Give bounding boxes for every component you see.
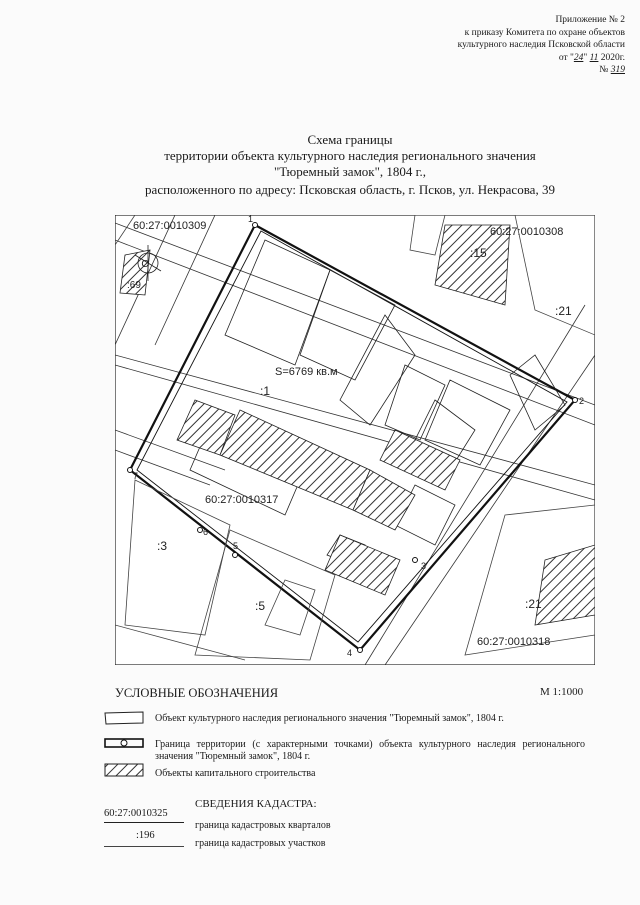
map-scale: М 1:1000: [540, 686, 584, 698]
annex-block: [410, 14, 625, 77]
label-p1: :1: [260, 384, 271, 398]
cadastre-parcel-line: [104, 846, 184, 847]
cadastre-quarter-line: [104, 822, 184, 823]
title-line3: "Тюремный замок", 1804 г.,: [273, 164, 427, 179]
document-title: [100, 132, 600, 198]
label-p21b: :21: [525, 597, 542, 611]
label-p3: :3: [157, 539, 168, 553]
label-north: С: [141, 259, 149, 270]
cadastre-heading: СВЕДЕНИЯ КАДАСТРА:: [195, 798, 317, 810]
label-pt3: 3: [421, 561, 427, 571]
cadastre-parcel-sample: :196: [136, 830, 155, 841]
legend-boundary-point-icon: [121, 740, 127, 746]
title-line1: Схема границы: [307, 132, 393, 147]
cadastre-quarter-sample: 60:27:0010325: [104, 808, 168, 819]
annex-line3: культурного наследия Псковской области: [457, 40, 625, 50]
boundary-point-6: [198, 528, 203, 533]
label-pt4: 4: [347, 648, 353, 658]
boundary-point-4: [358, 648, 363, 653]
boundary-point-1: [253, 223, 258, 228]
label-p69: :69: [127, 280, 141, 291]
label-q317: 60:27:0010317: [205, 494, 279, 506]
label-pt5: 5: [233, 541, 239, 551]
label-area: S=6769 кв.м: [275, 366, 338, 378]
annex-date-month: 11: [589, 52, 599, 63]
cadastre-parcel-text: граница кадастровых участков: [195, 838, 326, 849]
label-p15: :15: [470, 246, 487, 260]
legend-item-construction: Объекты капитального строительства: [155, 768, 316, 779]
annex-date-day: 24: [573, 52, 584, 63]
legend-item-heritage: Объект культурного наследия регионального значения "Тюремный замок", 1804 г.: [155, 713, 504, 724]
label-q308: 60:27:0010308: [490, 226, 564, 238]
boundary-point-5: [233, 553, 238, 558]
legend-item-boundary: Граница территории (с характерными точками) объекта культурного наследия регионального значения "Тюремный замок", 1804 г.: [155, 739, 585, 762]
title-line4: расположенного по адресу: Псковская область, г. Псков, ул. Некрасова, 39: [145, 182, 555, 197]
legend-heading: УСЛОВНЫЕ ОБОЗНАЧЕНИЯ: [115, 686, 279, 700]
boundary-point-2: [573, 398, 578, 403]
label-p5: :5: [255, 599, 266, 613]
title-line2: территории объекта культурного наследия регионального значения: [164, 148, 536, 163]
legend-symbols: [103, 709, 145, 779]
label-pt1: 1: [248, 215, 254, 224]
label-q309: 60:27:0010309: [133, 220, 207, 232]
label-pt6: 6: [203, 527, 209, 537]
label-pt7: 7: [133, 471, 139, 481]
annex-number: № 319: [599, 65, 625, 75]
cadastre-quarter-text: граница кадастровых кварталов: [195, 820, 331, 831]
legend-heritage-symbol: [105, 712, 143, 724]
annex-line2: к приказу Комитета по охране объектов: [464, 27, 625, 38]
boundary-point-3: [413, 558, 418, 563]
boundary-point-7: [128, 468, 133, 473]
cadastral-map: [115, 215, 595, 665]
label-p21a: :21: [555, 304, 572, 318]
annex-date: от "24" 11 2020г.: [558, 52, 625, 63]
annex-line1: Приложение № 2: [555, 15, 625, 25]
legend-construction-symbol: [105, 764, 143, 776]
label-pt2: 2: [579, 396, 585, 406]
label-q318: 60:27:0010318: [477, 636, 551, 648]
